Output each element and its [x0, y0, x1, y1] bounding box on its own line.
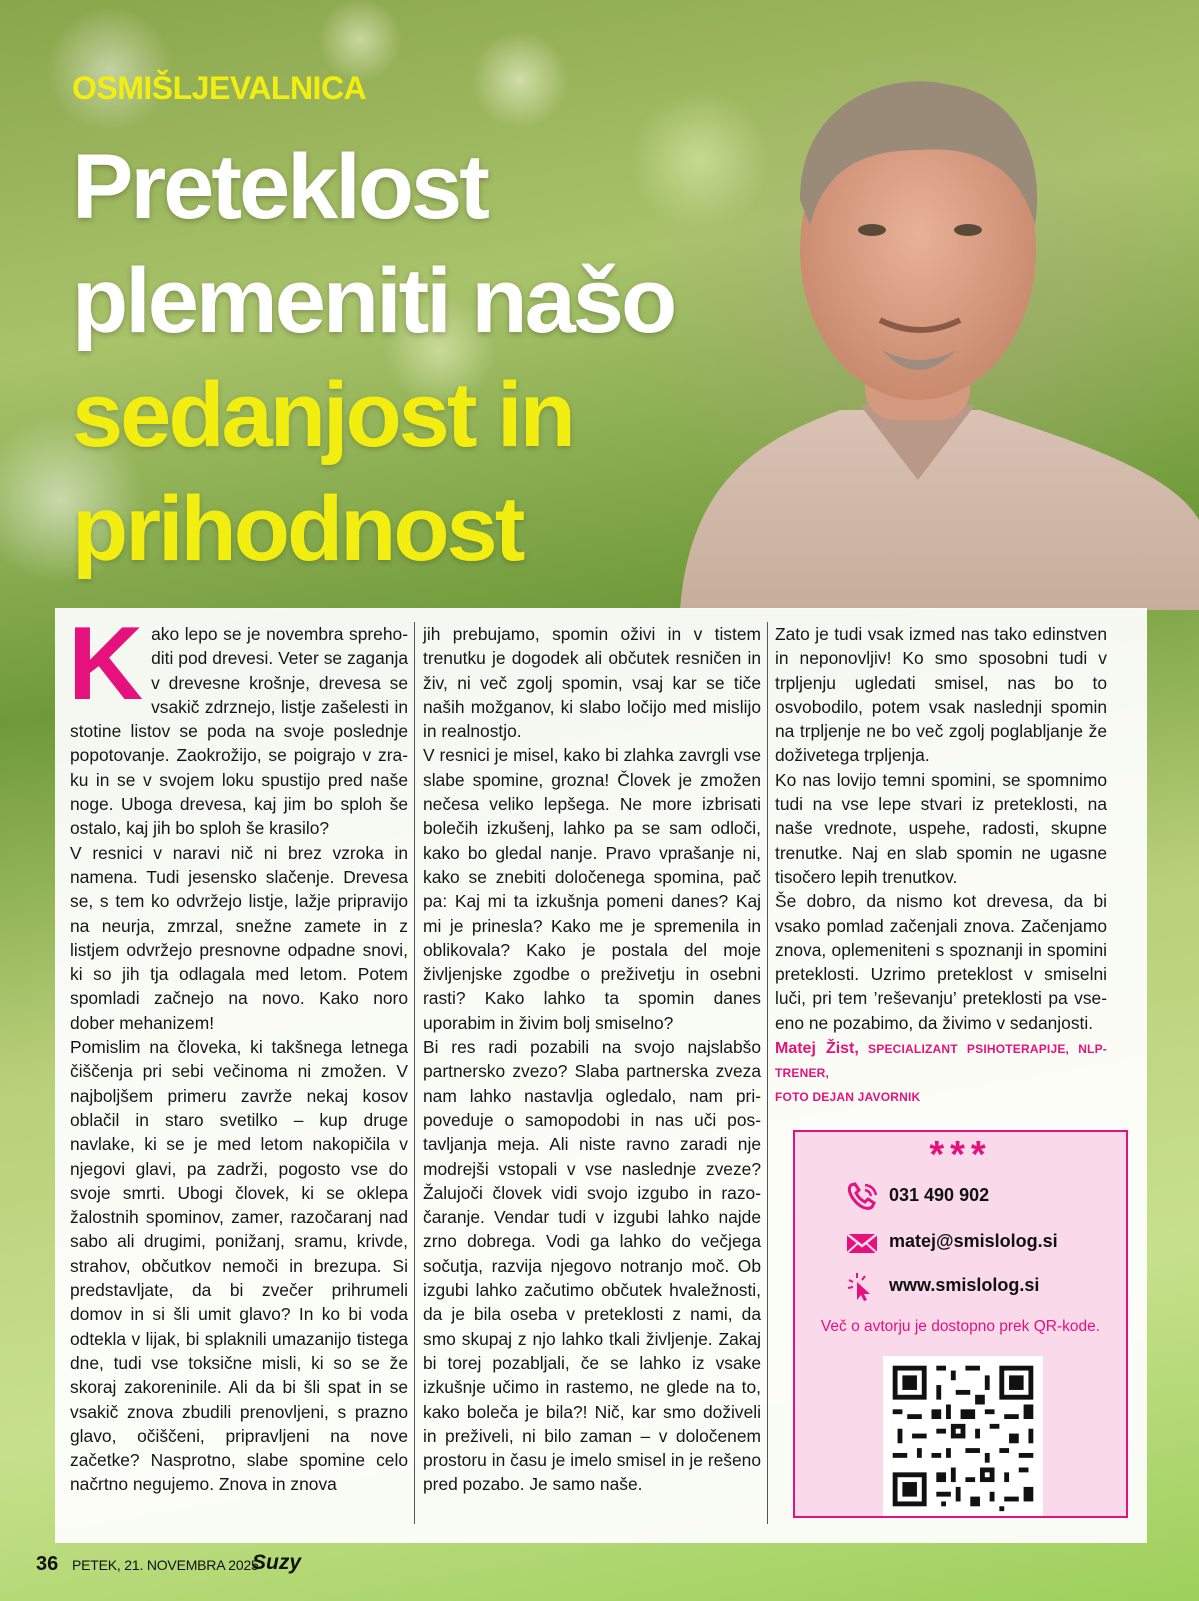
title-line-4: prihodnost [72, 478, 523, 580]
author-name: Matej Žist, [775, 1040, 859, 1058]
paragraph: Še dobro, da nismo kot drevesa, da bi vsako pomlad začenjali znova. Začenjamo znova, oplemeniteni s spoznanji in spomini preteklosti. Uzrimo preteklost v smiselni luči, pri tem ’reševanju’ preteklosti pa vseeno ne pozabimo, da živimo v sedanjosti. [775, 891, 1107, 1033]
author-role: SPECIALIZANT PSIHOTERAPIJE, NLP-TRENER, [775, 1042, 1107, 1081]
article-title [72, 130, 674, 586]
phone-icon [845, 1182, 879, 1212]
title-line-2: plemeniti našo [72, 250, 675, 352]
page-number: 36 [36, 1553, 59, 1575]
paragraph: V resnici v naravi nič ni brez vzroka in namena. Tudi jesensko slačenje. Drevesa se, s tem ko odvržejo listje, lažje pripravijo na neurja, zmrzal, snežne zamete in z listjem odvržejo presnovne odpadne snovi, ki so jih tja odlagala med letom. Potem spomladi začnejo na novo. Kako noro dober mehanizem! [70, 842, 408, 1033]
cursor-click-icon [845, 1272, 879, 1302]
paragraph: Kako lepo se je novembra sprehoditi pod drevesi. Veter se zaganja v drevesne krošnje, drevesa se vsakič zdrznejo, listje zašelesti in stotine listov se poda na svoje poslednje popotovanje. Zaokrožijo, se poigrajo v zraku in se v svojem loku spustijo pred naše noge. Uboga drevesa, kaj jim bo sploh še ostalo, kaj jih bo sploh še krasilo? [68, 606, 408, 839]
column-divider [414, 622, 415, 1524]
qr-code[interactable] [883, 1356, 1043, 1516]
contact-box [793, 1130, 1128, 1518]
article-column-1 [68, 606, 408, 1497]
email-address[interactable]: matej@smislolog.si [889, 1231, 1058, 1251]
author-signature [775, 1037, 1107, 1109]
paragraph: Ko nas lovijo temni spomini, se spomnimo tudi na vse lepe stvari iz preteklosti, na naše vrednote, uspehe, radosti, skupne trenutke. Naj en slab spomin ne ugasne tisočero lepih trenutkov. [775, 769, 1107, 887]
author-portrait [650, 50, 1199, 610]
paragraph: Zato je tudi vsak izmed nas tako edinstven in neponovljiv! Ko smo sposobni tudi v trpljenju ugledati smisel, nas bo to osvobodilo, potem vsak naslednji spomin na trpljenje ne bo več zgolj poglabljanje že doživetega trpljenja. [775, 624, 1107, 766]
title-line-1: Preteklost [72, 136, 487, 238]
phone-number[interactable]: 031 490 902 [889, 1185, 990, 1205]
column-divider [767, 622, 768, 1524]
paragraph: Pomislim na človeka, ki takšnega letnega čiščenja pri sebi večinoma ni zmožen. V najboljšem primeru zavrže nekaj kosov oblačil in staro svetilko – kup druge navlake, ki se je med letom nakopičila v njegovi glavi, pa zadrži, pogosto vse do svoje smrti. Ubogi človek, ki se oklepa žalostnih spominov, zamer, razočaranj nad sabo ali drugimi, ponižanj, sramu, krivde, strahov, občutkov nemoči in brezupa. Si predstavljate, da bi zvečer prihrumeli domov in si šli umit glavo? In ko bi voda odtekla v lijak, bi splaknili umazanijo tistega dne, tudi vse toksične misli, ki so se že skoraj zakoreninile. Ali da bi šli spat in se vsakič znova zbudili prenovljeni, s prazno glavo, očiščeni, pripravljeni na nove začetke? Nasprotno, slabe spomine celo načrtno negujemo. Znova in znova [70, 1037, 408, 1495]
section-kicker: OSMIŠLJEVALNICA [72, 70, 367, 106]
article-column-2 [423, 622, 761, 1497]
issue-date: PETEK, 21. NOVEMBRA 2025 [72, 1557, 259, 1573]
qr-note: Več o avtorju je dostopno prek QR-kode. [820, 1318, 1101, 1335]
drop-cap: K [68, 606, 144, 722]
photo-credit: FOTO DEJAN JAVORNIK [775, 1090, 921, 1105]
website-link[interactable]: www.smislolog.si [889, 1275, 1040, 1295]
envelope-icon [845, 1228, 879, 1258]
title-line-3: sedanjost in [72, 364, 573, 466]
paragraph: V resnici je misel, kako bi zlahka zavrgli vse slabe spomine, grozna! Človek je zmožen nečesa veliko lepšega. Ne more izbrisati bolečih izkušenj, lahko pa se sam odloči, kako bo gledal nanje. Pravo vprašanje ni, kako se znebiti določenega spomina, pač pa: Kaj mi ta izkušnja pomeni danes? Kaj mi je prinesla? Kako me je spremenila in oblikovala? Kako je postala del moje življenjske zgodbe o preživetju in osebni rasti? Kako lahko ta spomin danes uporabim in živim bolj smiselno? [423, 745, 761, 1033]
paragraph: Bi res radi pozabili na svojo najslabšo partnersko zvezo? Slaba partnerska zveza nam lahko nastavlja ogledalo, nam pripoveduje o samopodobi in nas uči postavljanja meja. Ali niste ravno zaradi nje modrejši vstopali v vse naslednje zveze? Žalujoči človek vidi svojo izgubo in razočaranje. Vendar tudi v izgubi lahko najde zrno dobrega. Vodi ga lahko do večjega sočutja, razvija njegovo notranjo moč. Ob izgubi lahko začutimo občutek hvaležnosti, da je bila oseba v preteklosti z nami, da smo skupaj z njo lahko tkali življenje. Zakaj bi torej pozabljali, če se lahko iz vsake izkušnje učimo in rastemo, ne glede na to, kako boleča je bila?! Nič, kar smo doživeli in preživeli, ni bilo zaman – v določenem prostoru in času je imelo smisel in je rešeno pred pozabo. Je samo naše. [423, 1037, 761, 1495]
stars-divider: *** [929, 1134, 992, 1176]
paragraph: jih prebujamo, spomin oživi in v tistem trenutku je dogodek ali občutek resničen in živ, ni več zgolj spomin, vsaj kar se tiče naših možganov, ki slabo ločijo med mislijo in realnostjo. [423, 624, 761, 742]
article-column-3 [775, 622, 1107, 1109]
magazine-logo: Suzy [252, 1551, 302, 1574]
